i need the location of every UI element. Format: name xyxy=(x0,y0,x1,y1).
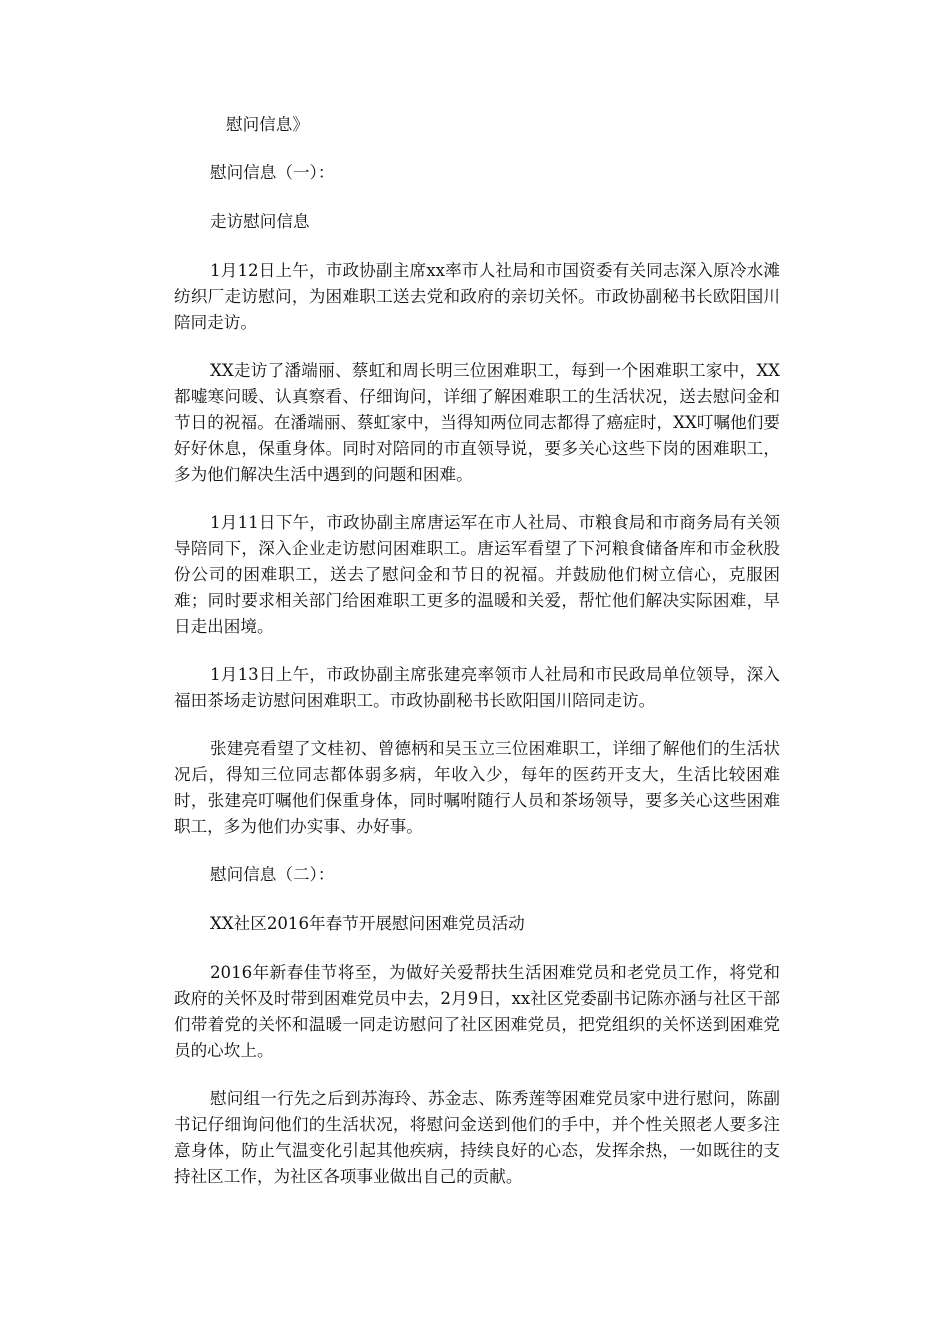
section-heading-2: 慰问信息（二）： xyxy=(210,865,335,884)
paragraph: 1月13日上午，市政协副主席张建亮率领市人社局和市民政局单位领导，深入福田茶场走访慰问困难职工。市政协副秘书长欧阳国川陪同走访。 xyxy=(174,665,780,710)
paragraph: 慰问组一行先之后到苏海玲、苏金志、陈秀莲等困难党员家中进行慰问，陈副书记仔细询问他们的生活状况，将慰问金送到他们的手中，并个性关照老人要多注意身体，防止气温变化引起其他疾病，持续良好的心态，发挥余热，一如既往的支持社区工作，为社区各项事业做出自己的贡献。 xyxy=(174,1089,780,1186)
subsection-heading-community: XX社区2016年春节开展慰问困难党员活动 xyxy=(210,914,525,933)
subsection-heading-visit: 走访慰问信息 xyxy=(210,212,310,231)
paragraph: 1月12日上午，市政协副主席xx率市人社局和市国资委有关同志深入原冷水滩纺织厂走访慰问，为困难职工送去党和政府的亲切关怀。市政协副秘书长欧阳国川陪同走访。 xyxy=(174,261,780,332)
section-heading-1: 慰问信息（一）： xyxy=(210,163,335,182)
document-body xyxy=(174,112,780,1212)
paragraph: XX走访了潘端丽、蔡虹和周长明三位困难职工，每到一个困难职工家中，XX都嘘寒问暖、认真察看、仔细询问，详细了解困难职工的生活状况，送去慰问金和节日的祝福。在潘端丽、蔡虹家中，当得知两位同志都得了癌症时，XX叮嘱他们要好好休息，保重身体。同时对陪同的市直领导说，要多关心这些下岗的困难职工，多为他们解决生活中遇到的问题和困难。 xyxy=(174,361,780,484)
document-title: 慰问信息》 xyxy=(226,115,309,134)
paragraph: 张建亮看望了文桂初、曾德柄和吴玉立三位困难职工，详细了解他们的生活状况后，得知三位同志都体弱多病，年收入少，每年的医药开支大，生活比较困难时，张建亮叮嘱他们保重身体，同时嘱咐随行人员和茶场领导，要多关心这些困难职工，多为他们办实事、办好事。 xyxy=(174,739,780,836)
paragraph: 1月11日下午，市政协副主席唐运军在市人社局、市粮食局和市商务局有关领导陪同下，深入企业走访慰问困难职工。唐运军看望了下河粮食储备库和市金秋股份公司的困难职工，送去了慰问金和节日的祝福。并鼓励他们树立信心，克服困难；同时要求相关部门给困难职工更多的温暖和关爱，帮忙他们解决实际困难，早日走出困境。 xyxy=(174,513,780,636)
paragraph: 2016年新春佳节将至，为做好关爱帮扶生活困难党员和老党员工作，将党和政府的关怀及时带到困难党员中去，2月9日，xx社区党委副书记陈亦涵与社区干部们带着党的关怀和温暖一同走访慰问了社区困难党员，把党组织的关怀送到困难党员的心坎上。 xyxy=(174,963,780,1060)
